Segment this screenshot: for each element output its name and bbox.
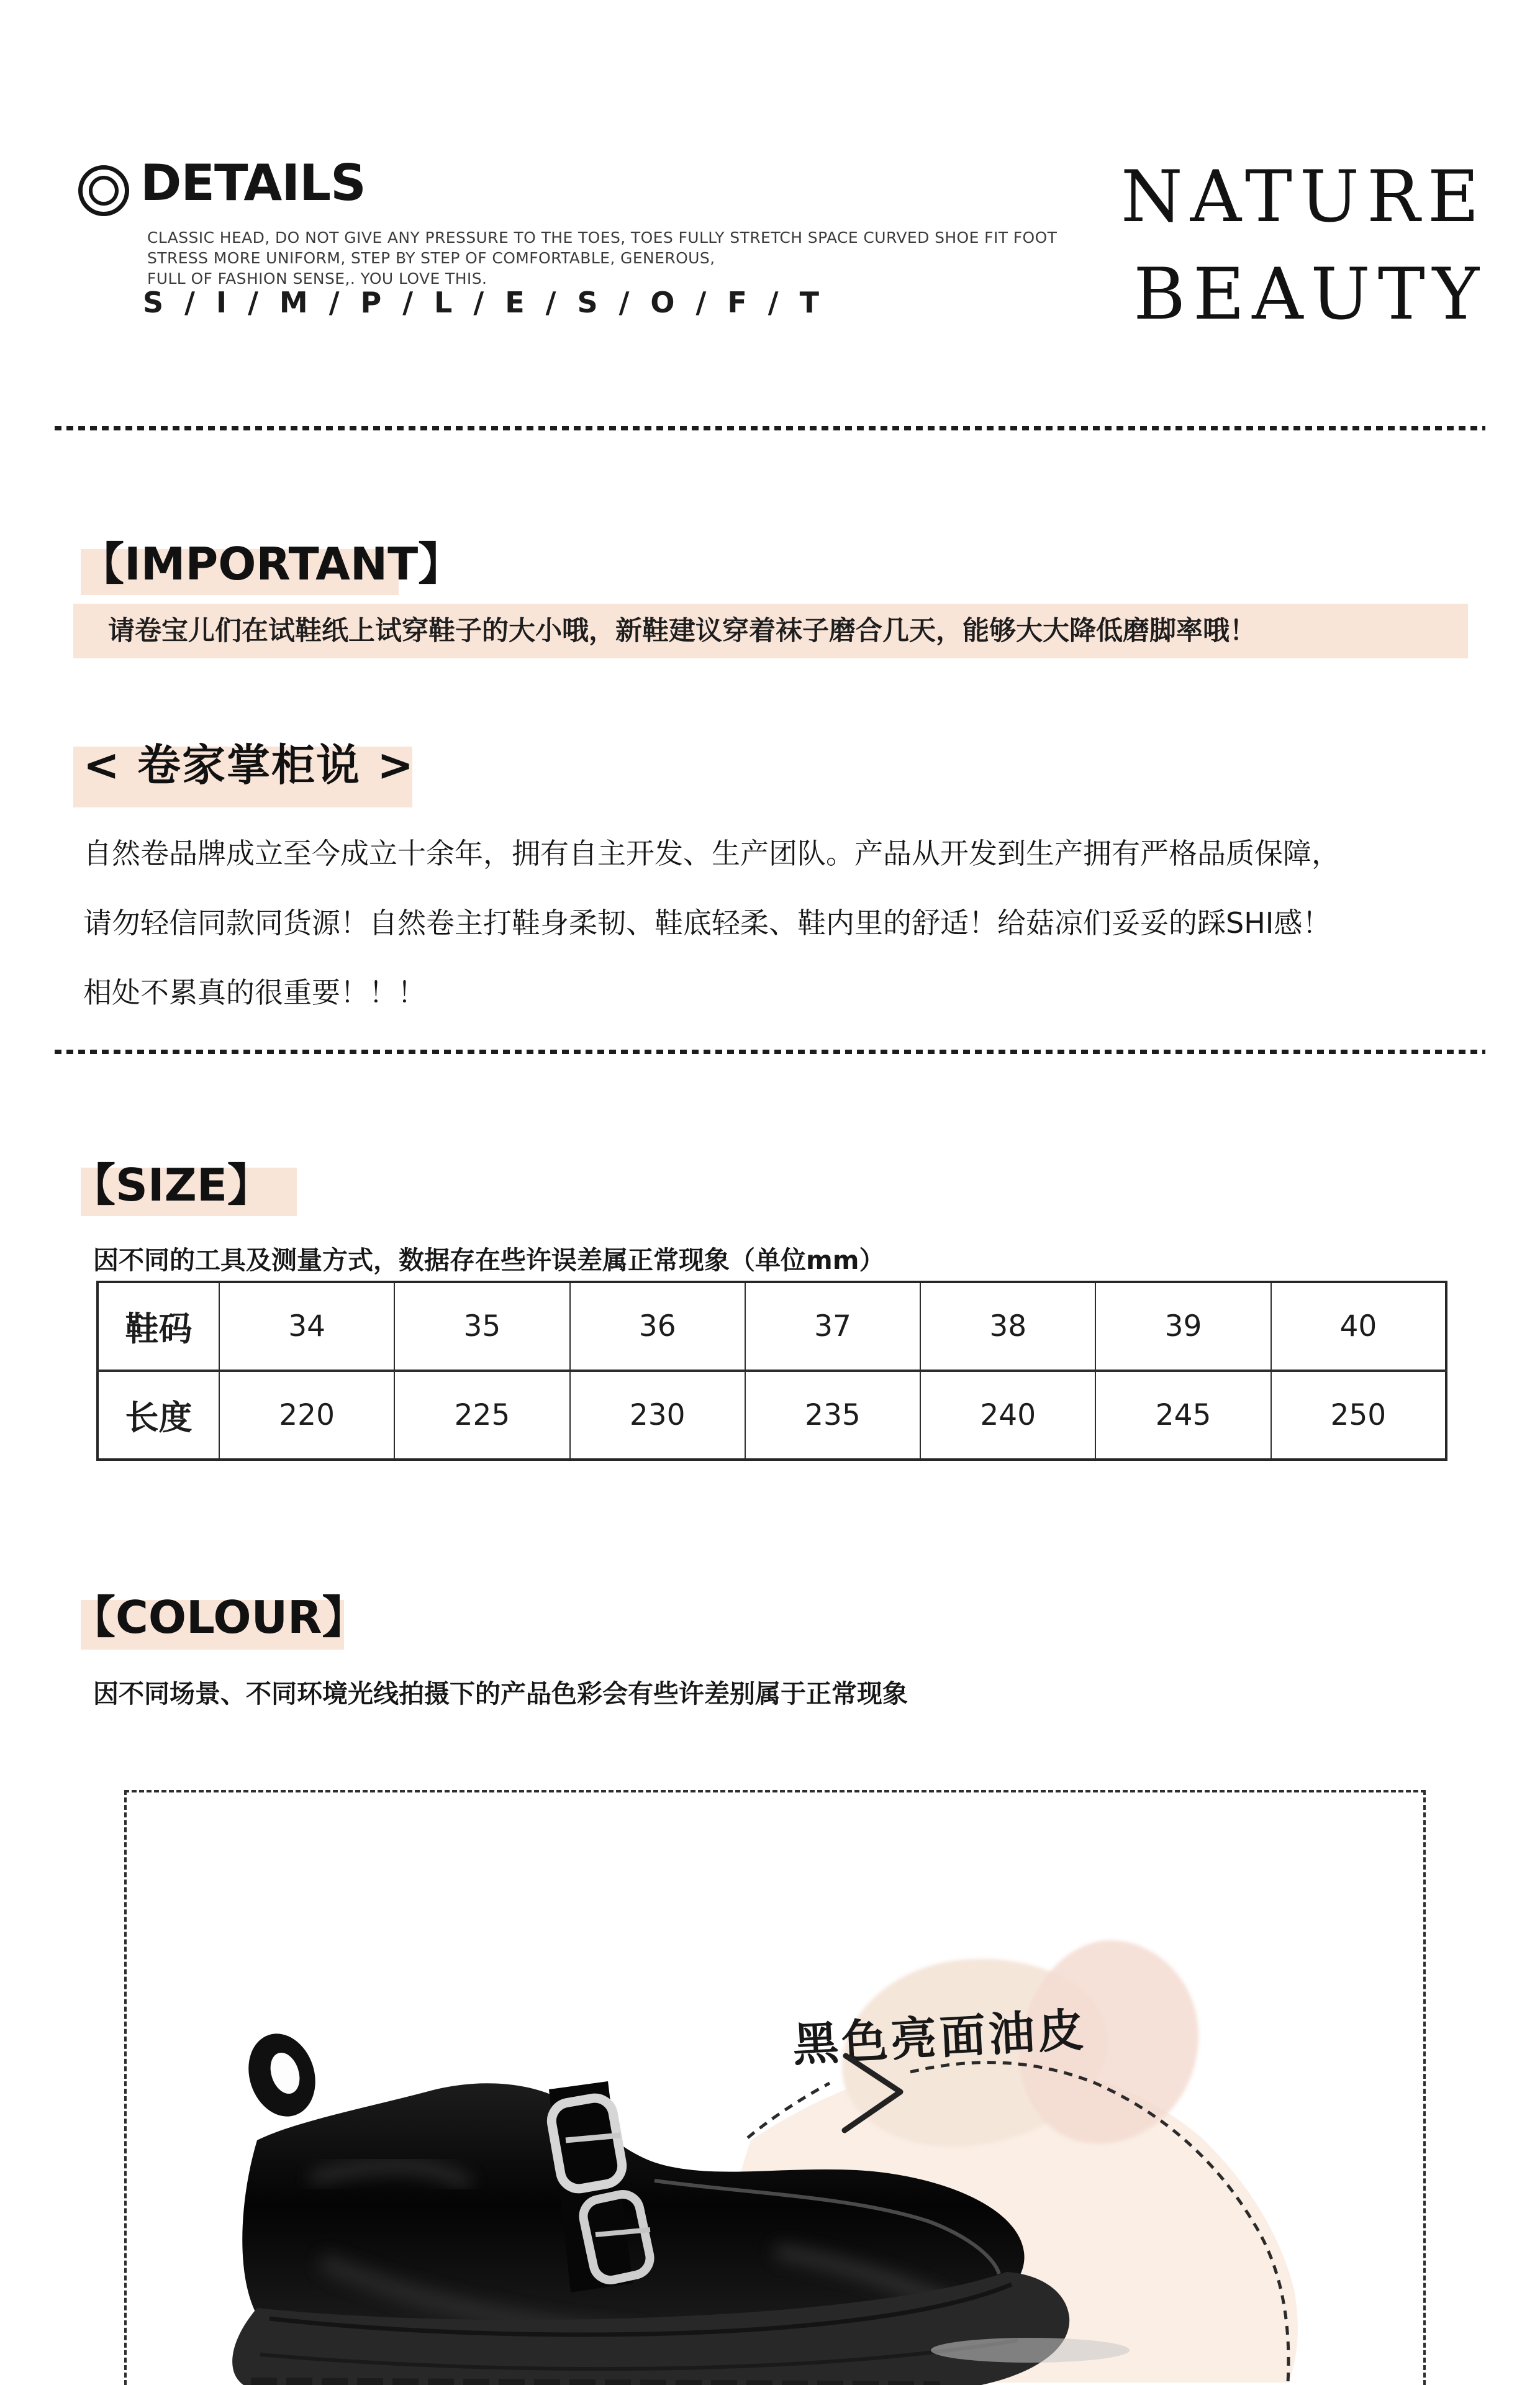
details-description-line: CLASSIC HEAD, DO NOT GIVE ANY PRESSURE TO THE TOES, TOES FULLY STRETCH SPACE CURVED SHOE FIT FOOT: [147, 229, 1058, 247]
length-cell: 240: [920, 1371, 1095, 1460]
shoe-shadow: [931, 2338, 1130, 2363]
size-table: [96, 1281, 1447, 1461]
size-cell: 40: [1271, 1282, 1446, 1371]
important-note-band: [73, 604, 1468, 658]
shopkeeper-section-heading: < 卷家掌柜说 >: [83, 730, 415, 793]
details-description: [147, 227, 1057, 289]
length-cell: 230: [570, 1371, 745, 1460]
size-cell: 39: [1095, 1282, 1270, 1371]
size-cell: 36: [570, 1282, 745, 1371]
details-description-line: FULL OF FASHION SENSE,. YOU LOVE THIS.: [147, 270, 487, 288]
length-cell: 250: [1271, 1371, 1446, 1460]
shopkeeper-paragraph-line: 相处不累真的很重要！！！: [83, 976, 426, 1009]
dashed-divider-top: [55, 426, 1485, 430]
important-note-text: 请卷宝儿们在试鞋纸上试穿鞋子的大小哦，新鞋建议穿着袜子磨合几天，能够大大降低磨脚率哦！: [108, 616, 1256, 647]
length-cell: 220: [219, 1371, 394, 1460]
length-cell: 235: [745, 1371, 920, 1460]
arrow-icon: [845, 2056, 900, 2130]
double-circle-icon: [78, 165, 129, 216]
size-cell: 38: [920, 1282, 1095, 1371]
size-cell: 34: [219, 1282, 394, 1371]
brand-line-beauty: BEAUTY: [1133, 253, 1487, 335]
size-section-heading: 【SIZE】: [71, 1149, 272, 1214]
length-cell: 225: [394, 1371, 569, 1460]
details-description-line: STRESS MORE UNIFORM, STEP BY STEP OF COMFORTABLE, GENEROUS,: [147, 249, 715, 267]
simple-soft-letters: S / I / M / P / L / E / S / O / F / T: [143, 286, 825, 319]
size-row-label: 鞋码: [97, 1282, 219, 1371]
size-caption: 因不同的工具及测量方式，数据存在些许误差属正常现象（单位mm）: [93, 1245, 885, 1275]
product-photo-frame: [124, 1790, 1426, 2385]
shopkeeper-paragraph-line: 自然卷品牌成立至今成立十余年，拥有自主开发、生产团队。产品从开发到生产拥有严格品质保障，: [83, 837, 1340, 870]
dashed-arc-decoration: [127, 1792, 1423, 2383]
brand-line-nature: NATURE: [1120, 155, 1487, 238]
size-table-row-lengths: [97, 1371, 1446, 1460]
colour-section-heading: 【COLOUR】: [71, 1581, 366, 1646]
size-table-row-codes: [97, 1282, 1446, 1371]
shopkeeper-paragraph: [83, 819, 1487, 1027]
size-cell: 37: [745, 1282, 920, 1371]
brand-wordmark: [1121, 148, 1487, 343]
double-circle-icon-inner: [89, 176, 119, 206]
important-section-heading: 【IMPORTANT】: [79, 528, 463, 593]
dashed-divider-middle: [55, 1050, 1485, 1054]
length-cell: 245: [1095, 1371, 1270, 1460]
shopkeeper-paragraph-line: 请勿轻信同款同货源！自然卷主打鞋身柔韧、鞋底轻柔、鞋内里的舒适！给菇凉们妥妥的踩SHI感！: [83, 906, 1331, 940]
colour-swatch-label: 黑色亮面油皮: [791, 2003, 1089, 2073]
length-row-label: 长度: [97, 1371, 219, 1460]
size-cell: 35: [394, 1282, 569, 1371]
details-heading: DETAILS: [140, 154, 366, 212]
colour-caption: 因不同场景、不同环境光线拍摄下的产品色彩会有些许差别属于正常现象: [93, 1679, 908, 1709]
